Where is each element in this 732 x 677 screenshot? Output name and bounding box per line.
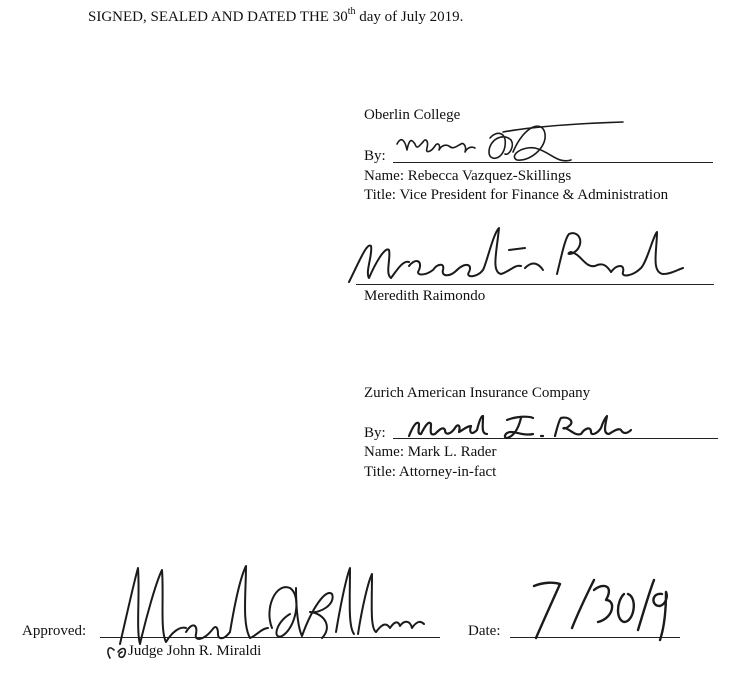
rader-signature — [405, 412, 635, 444]
approved-label: Approved: — [22, 623, 87, 639]
signing-statement-suffix: day of July 2019. — [355, 9, 464, 25]
raimondo-signer-name: Meredith Raimondo — [364, 288, 486, 304]
zurich-by-label: By: — [364, 425, 386, 441]
judge-name: Judge John R. Miraldi — [128, 643, 262, 659]
signing-statement-ordinal: th — [347, 6, 356, 17]
zurich-signer-name: Name: Mark L. Rader — [364, 444, 497, 460]
date-label: Date: — [468, 623, 501, 639]
signing-statement-prefix: SIGNED, SEALED AND DATED THE 30 — [88, 9, 348, 25]
oberlin-signer-title: Title: Vice President for Finance & Administration — [364, 187, 669, 203]
oberlin-entity-name: Oberlin College — [364, 107, 461, 123]
zurich-signer-title: Title: Attorney-in-fact — [364, 464, 497, 480]
signing-statement — [88, 8, 463, 26]
oberlin-by-label: By: — [364, 148, 386, 164]
raimondo-signature-line — [356, 284, 714, 285]
raimondo-signature — [345, 220, 685, 292]
handwritten-date — [520, 568, 680, 648]
zurich-entity-name: Zurich American Insurance Company — [364, 385, 591, 401]
oberlin-signer-name: Name: Rebecca Vazquez-Skillings — [364, 168, 572, 184]
